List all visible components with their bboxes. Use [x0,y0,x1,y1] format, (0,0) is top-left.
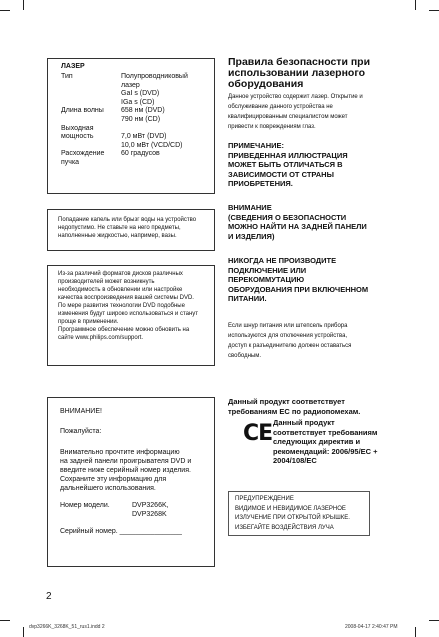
attention-line: введите ниже серийный номер изделия. [60,467,191,474]
spec-key: пучка [61,158,80,166]
laser-warning-text [235,495,369,533]
note-line: И ИЗДЕЛИЯ) [228,231,275,241]
firmware-line: Программное обеспечение можно обновить на [58,327,190,333]
please-label: Пожалуйста: [60,428,102,435]
attention-line: дальнейшего использования. [60,485,156,492]
power-disconnect-text [228,321,418,361]
water-notice-box [47,209,215,251]
firmware-line: качества воспроизведения вашей системы DVD. [58,295,194,301]
attention-title: ВНИМАНИЕ! [60,408,102,415]
note-line: ПРИМЕЧАНИЕ: [228,141,285,150]
compliance-heading-line: требованиям ЕС по радиопомехам. [228,407,361,416]
note-power-warning [228,256,428,304]
firmware-line: сайте www.philips.com/support. [58,335,144,341]
laser-spec-box [47,58,215,194]
spec-key: Тип [61,73,73,80]
laser-spec-row [61,159,214,168]
page-number: 2 [46,591,52,602]
note-line: НИКОГДА НЕ ПРОИЗВОДИТЕ [228,256,337,265]
power-line: используются для отключения устройства, [228,333,348,339]
note-line: МОЖЕТ БЫТЬ ОТЛИЧАТЬСЯ В [228,160,343,169]
note-illustration [228,141,418,189]
compliance-heading [228,397,418,417]
crop-mark [23,0,24,10]
spec-value: Полупроводниковый лазер GaⅠ s (DVD) IGa s (CD) [121,73,188,106]
spec-value: 7,0 мВт (DVD) 10,0 мВт (VCD/CD) [121,133,183,149]
firmware-line: По мере развития технологии DVD подобные [58,303,185,309]
compliance-text [273,418,423,466]
water-notice-text: Попадание капель или брызг воды на устройство недопустимо. Не ставьте на него предметы, наполненные жидкостью, например, вазы. [58,217,197,239]
safety-heading-line: Правила безопасности при [228,56,371,68]
spec-key: Расхождение [61,150,105,158]
firmware-notice-box [47,265,215,366]
compliance-heading-line: Данный продукт соответствует [228,397,345,406]
firmware-line: производителей может возникнуть [58,279,155,285]
model-values [132,501,169,519]
power-line: Если шнур питания или штепсель прибора [228,323,348,329]
firmware-line: необходимость в обновлении или настройке [58,287,183,293]
attention-line: на задней панели проигрывателя DVD и [60,458,192,465]
power-line: свободным. [228,353,262,359]
note-line: МОЖНО НАЙТИ НА ЗАДНЕЙ ПАНЕЛИ [228,222,367,231]
firmware-line: проще в применении. [58,319,119,325]
laser-safety-section [228,57,418,132]
spec-value [121,159,214,168]
note-line: (СВЕДЕНИЯ О БЕЗОПАСНОСТИ [228,212,347,222]
safety-line: Данное устройство содержит лазер. Открытие и [228,94,363,100]
spec-key: Длина волны [61,107,104,115]
attention-line: Сохраните эту информацию для [60,476,167,483]
spec-key: Выходная [61,124,94,132]
attention-line: Внимательно прочтите информацию [60,449,180,456]
crop-mark [415,627,416,637]
warning-line: ПРЕДУПРЕЖДЕНИЕ [235,496,294,502]
ce-mark: CE [243,421,273,446]
compliance-line: рекомендаций: 2006/95/EC + [273,446,378,456]
compliance-line: соответствует требованиям [273,427,378,437]
warning-line: ИЗЛУЧЕНИЕ ПРИ ОТКРЫТОЙ КРЫШКЕ. [235,515,350,521]
model-value: DVP3266K, [132,502,169,509]
firmware-line: изменения будут широко использоваться и станут [58,311,199,317]
compliance-line: следующих директив и [273,437,361,446]
safety-line: обслуживание данного устройства не [228,104,333,110]
crop-mark [429,620,439,621]
safety-heading-line: использовании лазерного [228,67,365,79]
note-line: ПОДКЛЮЧЕНИЕ ИЛИ [228,265,307,275]
spec-key: мощность [61,133,94,141]
note-line: ПРИВЕДЕННАЯ ИЛЛЮСТРАЦИЯ [228,150,348,160]
note-line: ОБОРУДОВАНИЯ ПРИ ВКЛЮЧЕННОМ [228,284,369,294]
note-line: ПРИОБРЕТЕНИЯ. [228,179,293,188]
laser-warning-box [228,491,370,536]
model-value: DVP3268K [132,511,167,518]
warning-line: ИЗБЕГАЙТЕ ВОЗДЕЙСТВИЯ ЛУЧА [235,524,334,531]
safety-line: привести к повреждениям глаз. [228,124,316,130]
laser-spec-row [61,133,214,150]
spec-value [121,125,214,134]
firmware-line: Из-за различий форматов дисков различных [58,271,183,277]
footer-file-info: dvp3266K_3268K_51_rus1.indd 2 [29,624,105,630]
safety-heading [228,57,418,90]
note-line: ВНИМАНИЕ [228,203,272,212]
laser-spec-row [61,125,214,134]
crop-mark [0,10,10,11]
crop-mark [415,0,416,10]
warning-line: ВИДИМОЕ И НЕВИДИМОЕ ЛАЗЕРНОЕ [235,505,346,512]
laser-spec-row [61,73,214,107]
note-safety-label [228,203,428,241]
safety-heading-line: оборудования [228,78,304,90]
crop-mark [23,627,24,637]
attention-body [60,448,210,493]
note-line: ПЕРЕКОММУТАЦИЮ [228,275,305,284]
footer-timestamp: 2008-04-17 2:40:47 PM [345,624,398,630]
note-line: ПИТАНИИ. [228,294,267,303]
crop-mark [0,620,10,621]
laser-title: ЛАЗЕР [61,63,85,70]
safety-text [228,92,418,132]
laser-spec-row [61,150,214,159]
spec-value: 658 нм (DVD) 790 нм (CD) [121,107,165,123]
spec-value: 60 градусов [121,150,160,158]
serial-number-box [47,397,215,567]
laser-spec-row [61,107,214,124]
compliance-line: Данный продукт [273,418,335,427]
safety-line: квалифицированным специалистом может [228,114,348,120]
power-line: доступ к разъединителю должен оставаться [228,343,352,349]
compliance-line: 2004/108/EC [273,456,317,465]
model-label: Номер модели. [60,502,110,509]
serial-label: Серийный номер. ________________ [60,528,182,535]
laser-spec-table [61,73,214,168]
note-line: ЗАВИСИМОСТИ ОТ СТРАНЫ [228,169,334,179]
crop-mark [429,10,439,11]
firmware-notice-text [58,270,210,342]
